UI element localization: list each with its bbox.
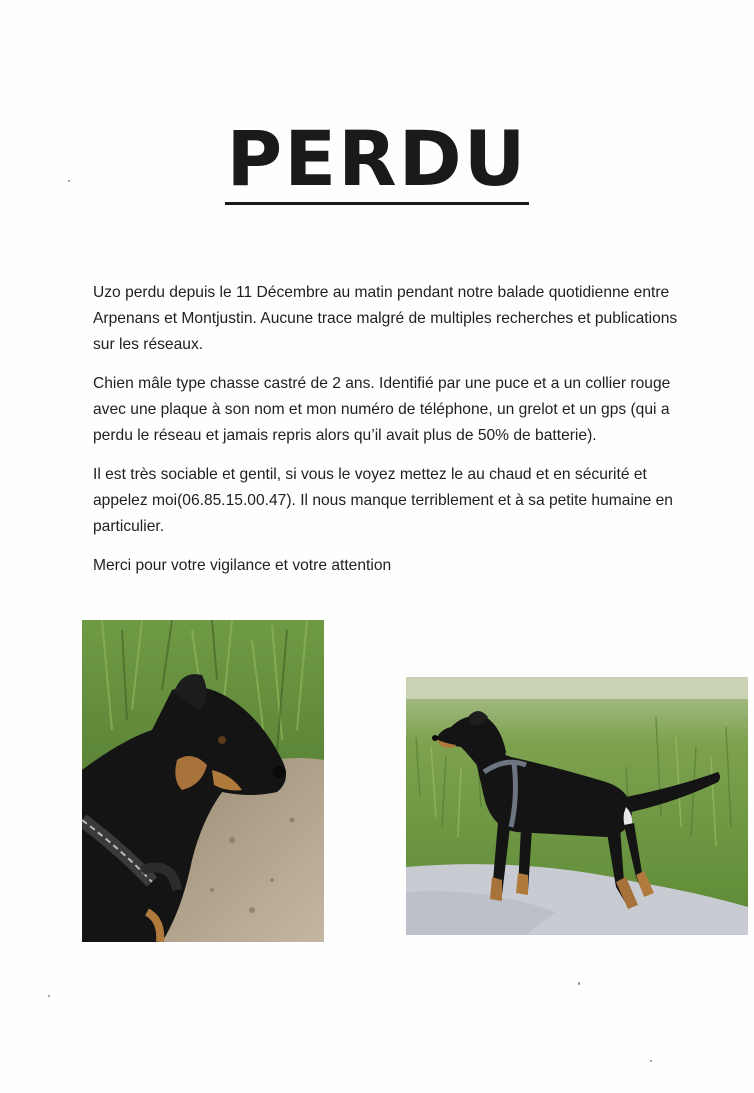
scan-speck bbox=[68, 180, 70, 182]
dog-standing-photo bbox=[406, 677, 748, 935]
scan-speck bbox=[48, 995, 50, 997]
poster-title-text: PERDU bbox=[226, 114, 528, 203]
scan-speck bbox=[578, 982, 580, 985]
dog-portrait-photo bbox=[82, 620, 324, 942]
paragraph-description: Chien mâle type chasse castré de 2 ans. Identifié par une puce et a un collier rouge avec une plaque à son nom et mon numéro de téléphone, un grelot et un gps (qui a perdu le réseau et jamais repris alors qu’il avait plus de 50% de batterie). bbox=[93, 375, 671, 444]
poster-body bbox=[93, 280, 693, 592]
poster-title bbox=[0, 114, 754, 205]
scan-speck bbox=[650, 1060, 652, 1062]
paragraph-disappearance: Uzo perdu depuis le 11 Décembre au matin pendant notre balade quotidienne entre Arpenans et Montjustin. Aucune trace malgré de multiples recherches et publications sur les réseaux. bbox=[93, 284, 678, 353]
paragraph-contact: Il est très sociable et gentil, si vous le voyez mettez le au chaud et en sécurité et appelez moi(06.85.15.00.47). Il nous manque terriblement et à sa petite humaine en particulier. bbox=[93, 466, 673, 535]
paragraph-thanks: Merci pour votre vigilance et votre attention bbox=[93, 557, 392, 574]
